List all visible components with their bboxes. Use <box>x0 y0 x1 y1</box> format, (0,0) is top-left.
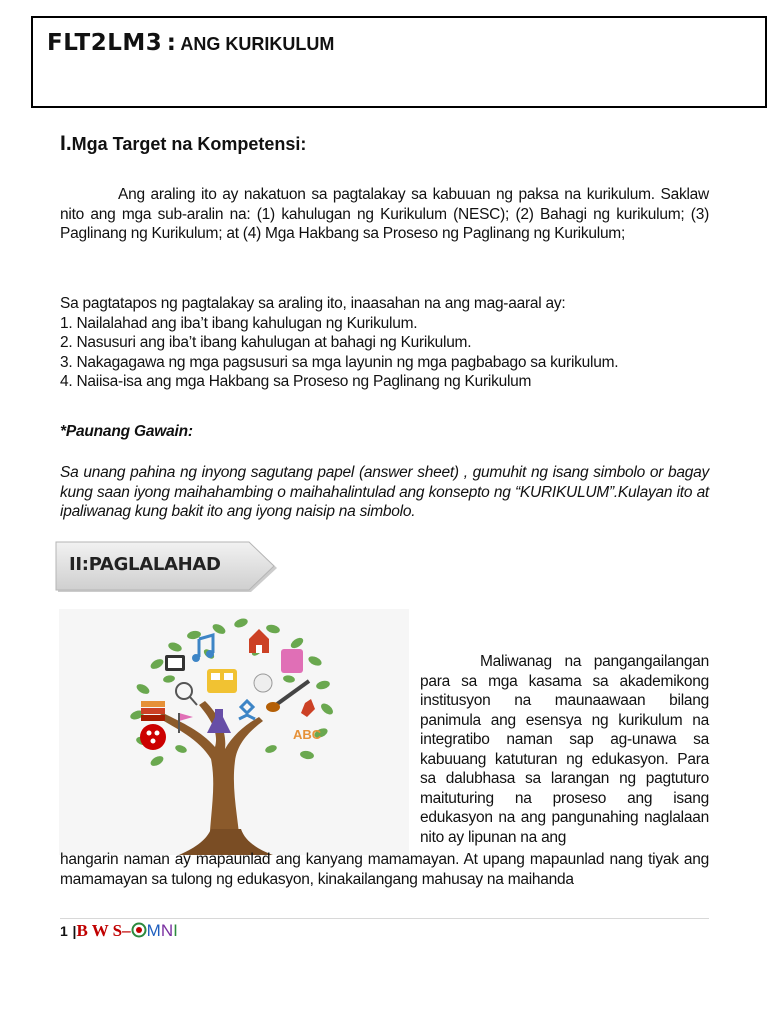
side-paragraph <box>420 652 709 847</box>
intro-paragraph-text: Ang araling ito ay nakatuon sa pagtalakay sa kabuuan ng paksa na kurikulum. Saklaw nito ang mga sub-aralin na: (1) kahulugan ng Kurikulum (NESC); (2) Bahagi ng kurikulum; (3) Paglinang ng Kurikulum; at (4) Mga Hakbang sa Proseso ng Paglinang ng Kurikulum; <box>60 186 709 242</box>
section-banner-label: II:PAGLALAHAD <box>69 554 221 575</box>
section-heading-text: Mga Target na Kompetensi: <box>71 134 307 154</box>
flag-icon <box>179 713 193 721</box>
omni-logo-icon <box>131 922 147 938</box>
page-number: 1 <box>60 923 68 939</box>
document-title <box>47 30 334 56</box>
objective-item: 2. Nasusuri ang iba’t ibang kahulugan at bahagi ng Kurikulum. <box>60 334 472 351</box>
continued-paragraph: hangarin naman ay mapaunlad ang kanyang mamamayan. At upang mapaunlad nang tiyak ang mamamayan sa tulong ng edukasyon, kinakailangang mahusay na maihanda <box>60 851 709 888</box>
intro-paragraph <box>60 185 709 244</box>
abc-label: ABC <box>293 727 322 742</box>
brand-omni-i: I <box>173 921 178 940</box>
magnifier-icon <box>176 683 192 699</box>
objectives-intro: Sa pagtatapos ng pagtalakay sa araling ito, inaasahan na ang mag-aaral ay: <box>60 295 566 312</box>
curriculum-tree-illustration <box>59 609 409 855</box>
course-code: FLT2LM3 <box>47 30 163 56</box>
objectives-block <box>60 294 709 392</box>
objective-item: 1. Nailalahad ang iba’t ibang kahulugan ng Kurikulum. <box>60 314 418 332</box>
brand-bws: B W S <box>76 921 123 940</box>
palette-icon <box>140 724 166 750</box>
shapes-icon <box>207 669 237 693</box>
ball-icon <box>254 674 272 692</box>
activity-heading: *Paunang Gawain: <box>60 423 193 440</box>
title-box <box>31 16 767 108</box>
objective-item: 4. Naiisa-isa ang mga Hakbang sa Proseso ng Paglinang ng Kurikulum <box>60 373 532 390</box>
objective-item: 3. Nakagagawa ng mga pagsusuri sa mga layunin ng mga pagbabago sa kurikulum. <box>60 353 619 371</box>
brand-omni-m: M <box>146 921 161 940</box>
page-footer <box>60 921 178 941</box>
brand-omni-n: N <box>160 921 174 940</box>
activity-instructions: Sa unang pahina ng inyong sagutang papel (answer sheet) , gumuhit ng isang simbolo or bagay kung saan iyong maihahambing o maihahalintulad ang konsepto ng “KURIKULUM”.Kulayan ito at ipaliwanag kung bakit ito ang iyong naisip na simbolo. <box>60 464 709 520</box>
section-heading-competencies <box>60 132 306 156</box>
tree-icon <box>59 609 409 855</box>
footer-separator: | <box>72 923 77 939</box>
people-icon <box>281 649 303 673</box>
side-paragraph-text: Maliwanag na pangangailangan para sa mga kasama sa akademikong institusyon na maunaawaan bilang panimula ang esensya ng kurikulum na integratibo naman sap ag-unawa sa kabuuang katuturan ng edukasyon. Para sa dalubhasa sa larangan ng pagtuturo maituturing na proseso ang isang edukasyon na ang pangunahing naglalaan nito ay lipunan na ang <box>420 653 709 846</box>
brand-dash: – <box>122 921 131 940</box>
footer-divider <box>60 918 709 919</box>
title-separator: : <box>166 30 176 56</box>
runner-icon <box>239 701 255 719</box>
guitar-icon <box>273 681 309 707</box>
dancer-icon <box>301 699 315 717</box>
lesson-title: ANG KURIKULUM <box>180 34 335 54</box>
books-icon <box>141 701 165 707</box>
section-number: I. <box>60 132 72 155</box>
